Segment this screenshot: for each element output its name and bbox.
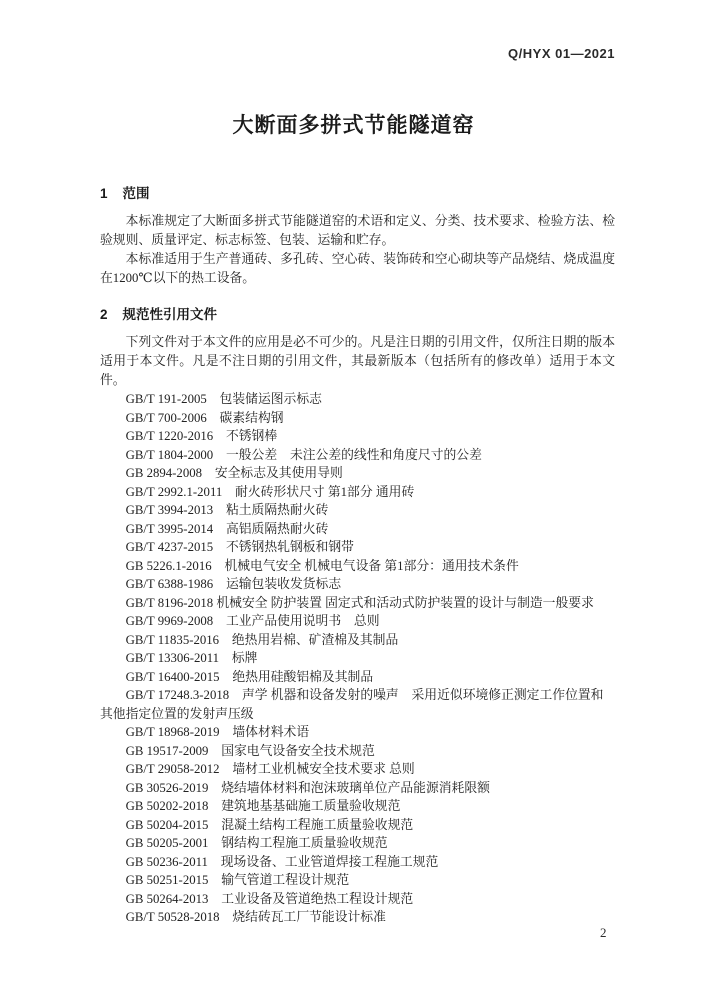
reference-item: GB/T 11835-2016 绝热用岩棉、矿渣棉及其制品: [125, 632, 399, 647]
reference-item: GB 50251-2015 输气管道工程设计规范: [125, 873, 350, 887]
reference-item: GB/T 50528-2018 烧结砖瓦工厂节能设计标准: [125, 910, 386, 924]
reference-item: GB 50204-2015 混凝土结构工程施工质量验收规范: [125, 817, 414, 832]
reference-item: GB/T 1804-2000 一般公差 未注公差的线性和角度尺寸的公差: [125, 447, 482, 462]
references-list: [100, 390, 615, 927]
reference-item: GB 5226.1-2016 机械电气安全 机械电气设备 第1部分：通用技术条件: [125, 558, 519, 573]
reference-item: GB/T 700-2006 碳素结构钢: [125, 410, 284, 425]
reference-item: GB/T 18968-2019 墙体材料术语: [125, 725, 310, 739]
section-2-paragraphs: [100, 333, 615, 390]
reference-item: GB 30526-2019 烧结墙体材料和泡沫玻璃单位产品能源消耗限额: [125, 780, 490, 795]
reference-item: GB/T 1220-2016 不锈钢棒: [125, 429, 278, 443]
section-1-paragraphs: [100, 212, 615, 288]
reference-item: GB/T 8196-2018 机械安全 防护装置 固定式和活动式防护装置的设计与制造一般要求: [125, 595, 594, 610]
section-2-number: 2: [100, 307, 108, 322]
reference-item: GB/T 13306-2011 标牌: [125, 651, 258, 665]
reference-item: GB/T 3994-2013 粘土质隔热耐火砖: [125, 503, 329, 517]
reference-item: GB/T 191-2005 包装储运图示标志: [125, 392, 322, 406]
reference-item: GB 50205-2001 钢结构工程施工质量验收规范: [125, 836, 388, 850]
reference-item: GB 50202-2018 建筑地基基础施工质量验收规范: [125, 799, 401, 813]
section-2-title: 规范性引用文件: [122, 307, 218, 322]
section-1-number: 1: [100, 186, 108, 201]
document-content: [100, 185, 615, 927]
reference-item: GB/T 4237-2015 不锈钢热轧钢板和钢带: [125, 540, 354, 554]
reference-item: GB 19517-2009 国家电气设备安全技术规范: [125, 743, 375, 758]
reference-item: GB/T 17248.3-2018 声学 机器和设备发射的噪声 采用近似环境修正测定工作位置和其他指定位置的发射声压级: [100, 688, 604, 721]
section-1-heading: [100, 185, 615, 203]
reference-item: GB 50264-2013 工业设备及管道绝热工程设计规范: [125, 891, 414, 906]
reference-item: GB/T 9969-2008 工业产品使用说明书 总则: [125, 614, 380, 628]
page-number: 2: [600, 925, 607, 940]
reference-item: GB 2894-2008 安全标志及其使用导则: [125, 466, 343, 480]
document-title: 大断面多拼式节能隧道窑: [232, 114, 475, 137]
section-1-title: 范围: [122, 186, 150, 201]
reference-item: GB 50236-2011 现场设备、工业管道焊接工程施工规范: [125, 854, 439, 869]
reference-item: GB/T 3995-2014 高铝质隔热耐火砖: [125, 521, 329, 536]
reference-item: GB/T 2992.1-2011 耐火砖形状尺寸 第1部分 通用砖: [125, 484, 415, 499]
reference-item: GB/T 6388-1986 运输包装收发货标志: [125, 577, 342, 591]
paragraph: 本标准规定了大断面多拼式节能隧道窑的术语和定义、分类、技术要求、检验方法、检验规则、质量评定、标志标签、包装、运输和贮存。: [100, 214, 615, 247]
standard-code: Q/HYX 01—2021: [508, 46, 615, 61]
paragraph: 本标准适用于生产普通砖、多孔砖、空心砖、装饰砖和空心砌块等产品烧结、烧成温度在1200℃以下的热工设备。: [100, 252, 615, 285]
reference-item: GB/T 16400-2015 绝热用硅酸铝棉及其制品: [125, 669, 374, 684]
reference-item: GB/T 29058-2012 墙材工业机械安全技术要求 总则: [125, 762, 415, 776]
section-2-heading: [100, 306, 615, 324]
paragraph: 下列文件对于本文件的应用是必不可少的。凡是注日期的引用文件，仅所注日期的版本适用于本文件。凡是不注日期的引用文件，其最新版本（包括所有的修改单）适用于本文件。: [100, 335, 615, 387]
